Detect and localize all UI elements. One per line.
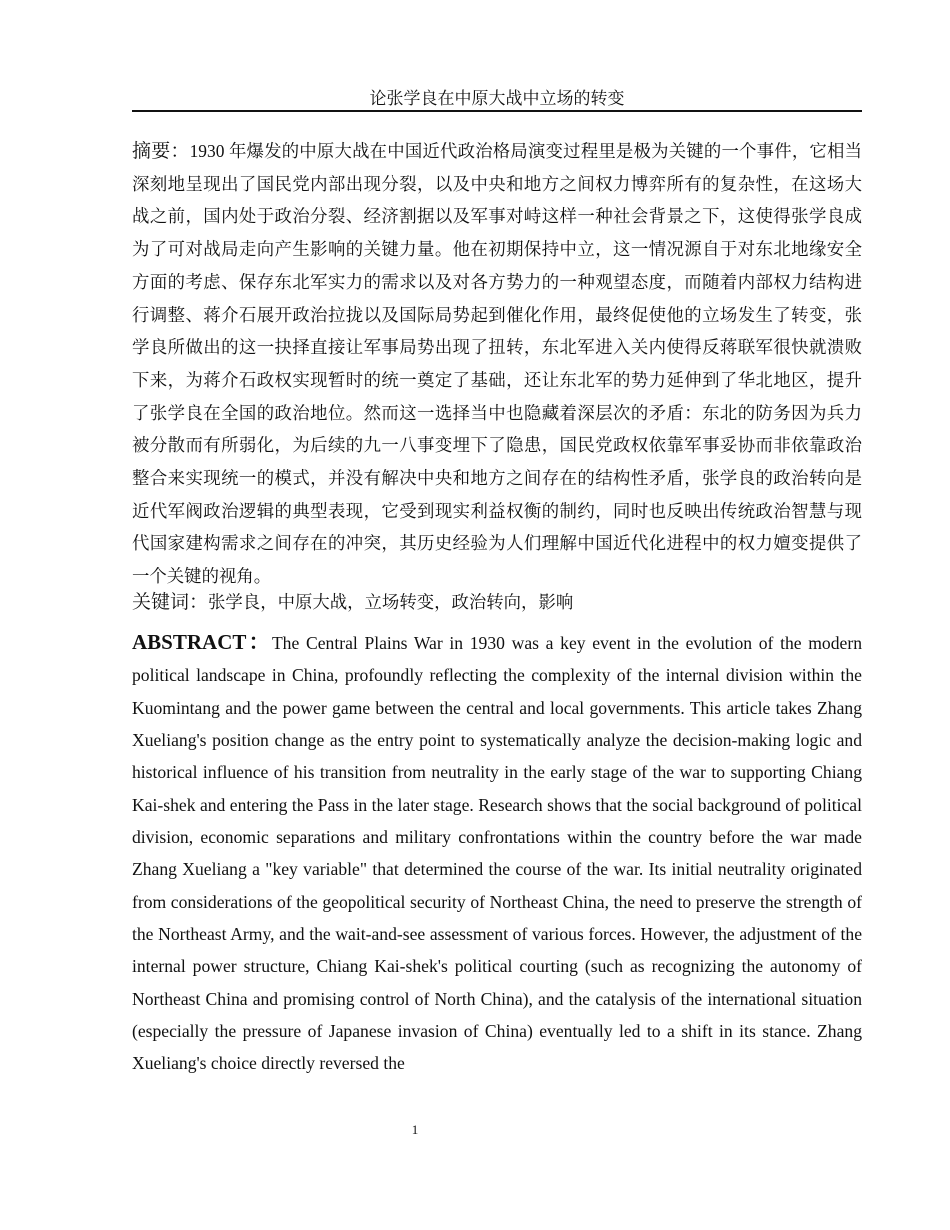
chinese-abstract-label: 摘要： (132, 140, 190, 162)
page-number: 1 (411, 1122, 419, 1137)
chinese-keywords (132, 586, 862, 618)
english-abstract (132, 626, 862, 1080)
running-header (132, 88, 862, 112)
running-header-title: 论张学良在中原大战中立场的转变 (369, 89, 625, 108)
chinese-keywords-text: 张学良，中原大战，立场转变，政治转向，影响 (208, 592, 574, 612)
english-abstract-label: ABSTRACT： (132, 630, 272, 654)
english-abstract-text: The Central Plains War in 1930 was a key event in the evolution of the modern political landscape in China, profoundly reflecting the complexity of the internal division within the Kuomintang and the power game between the central and local governments. This article takes Zhang Xueliang's position change as the entry point to systematically analyze the decision-making logic and historical influence of his transition from neutrality in the early stage of the war to supporting Chiang Kai-shek and entering the Pass in the later stage. Research shows that the social background of political division, economic separations and military confrontations within the country before the war made Zhang Xueliang a "key variable" that determined the course of the war. Its initial neutrality originated from considerations of the geopolitical security of Northeast China, the need to preserve the strength of the Northeast Army, and the wait-and-see assessment of various forces. However, the adjustment of the internal power structure, Chiang Kai-shek's political courting (such as recognizing the autonomy of Northeast China and promising control of North China), and the catalysis of the international situation (especially the pressure of Japanese invasion of China) eventually led to a shift in its stance. Zhang Xueliang's choice directly reversed the (132, 633, 862, 1074)
chinese-keywords-label: 关键词： (132, 591, 209, 613)
chinese-abstract-text: 1930 年爆发的中原大战在中国近代政治格局演变过程里是极为关键的一个事件，它相当深刻地呈现出了国民党内部出现分裂，以及中央和地方之间权力博弈所有的复杂性，在这场大战之前，国内处于政治分裂、经济割据以及军事对峙这样一种社会背景之下，这使得张学良成为了可对战局走向产生影响的关键力量。他在初期保持中立，这一情况源自于对东北地缘安全方面的考虑、保存东北军实力的需求以及对各方势力的一种观望态度，而随着内部权力结构进行调整、蒋介石展开政治拉拢以及国际局势起到催化作用，最终促使他的立场发生了转变，张学良所做出的这一抉择直接让军事局势出现了扭转，东北军进入关内使得反蒋联军很快就溃败下来，为蒋介石政权实现暂时的统一奠定了基础，还让东北军的势力延伸到了华北地区，提升了张学良在全国的政治地位。然而这一选择当中也隐藏着深层次的矛盾：东北的防务因为兵力被分散而有所弱化，为后续的九一八事变埋下了隐患，国民党政权依靠军事妥协而非依靠政治整合来实现统一的模式，并没有解决中央和地方之间存在的结构性矛盾，张学良的政治转向是近代军阀政治逻辑的典型表现，它受到现实利益权衡的制约，同时也反映出传统政治智慧与现代国家建构需求之间存在的冲突，其历史经验为人们理解中国近代化进程中的权力嬗变提供了一个关键的视角。 (132, 141, 862, 587)
chinese-abstract (132, 135, 862, 593)
